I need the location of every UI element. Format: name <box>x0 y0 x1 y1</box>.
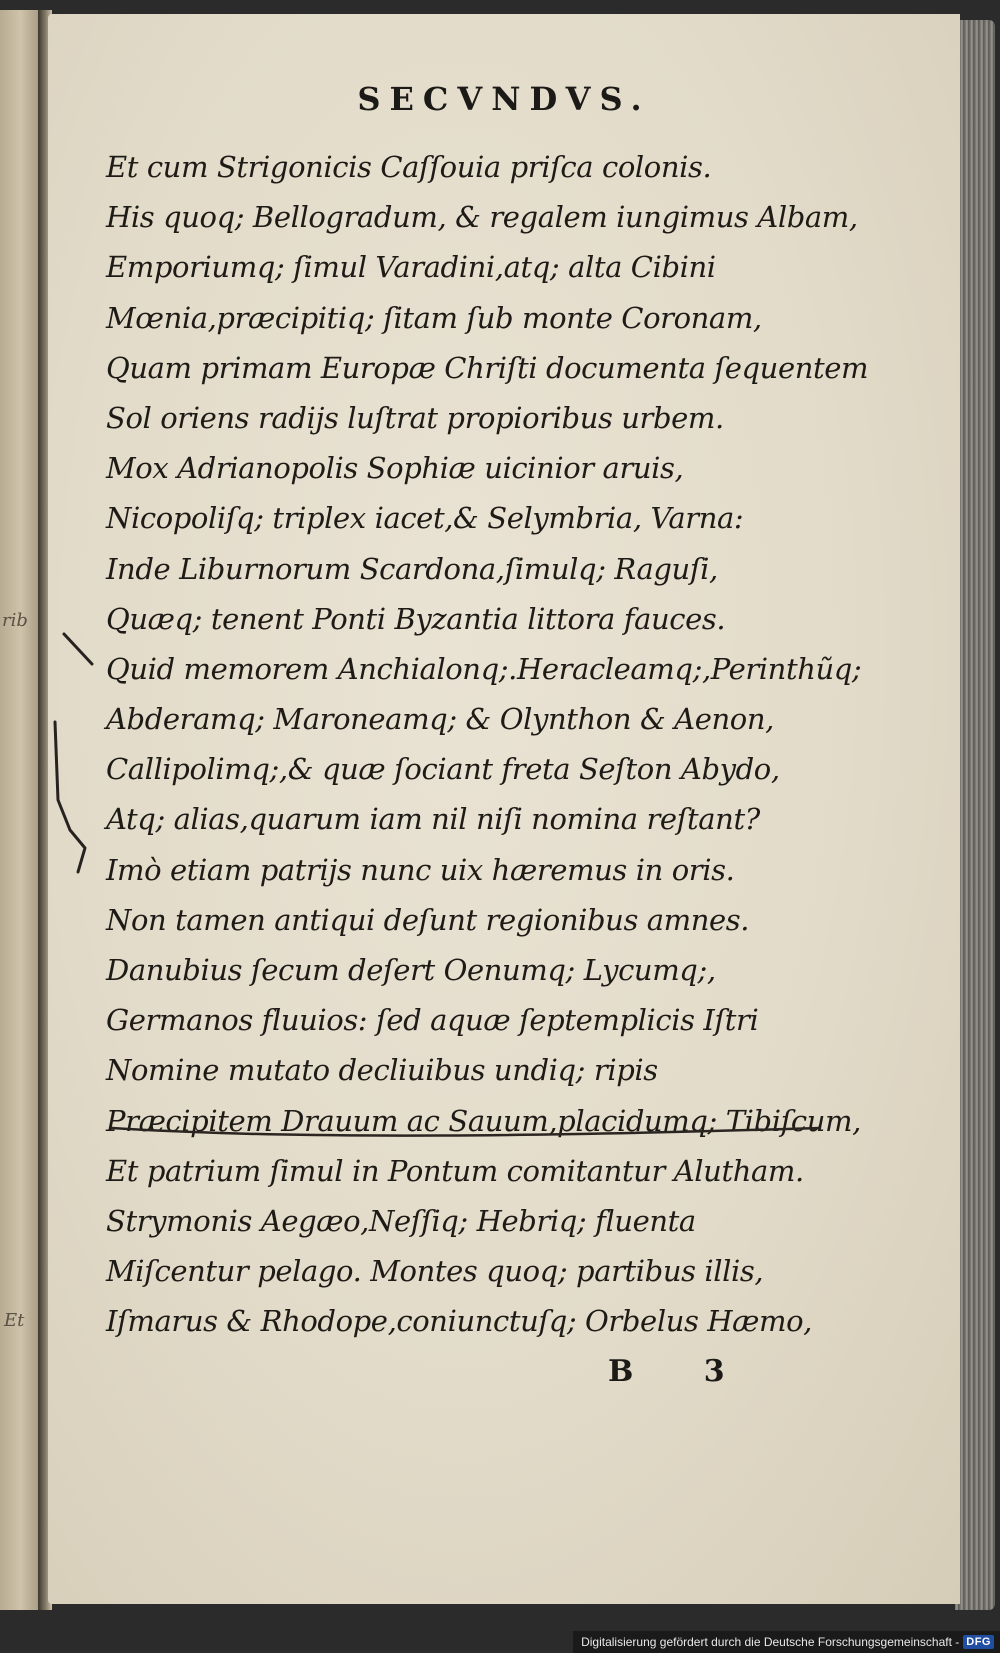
verse-line: Emporiumq; ſimul Varadini,atq; alta Cibini <box>106 250 716 285</box>
verse-line: Imò etiam patrijs nunc uix hæremus in oris. <box>106 852 735 887</box>
verse-line: Quæq; tenent Ponti Byzantia littora fauces. <box>106 601 726 636</box>
dfg-logo: DFG <box>963 1635 994 1649</box>
facing-page-fragment: Et <box>4 1310 25 1331</box>
book-page <box>48 14 960 1604</box>
verse-line: Mox Adrianopolis Sophiæ uicinior aruis, <box>106 451 684 486</box>
verse-line: Quam primam Europæ Chriſti documenta ſequentem <box>106 350 869 385</box>
verse-line: Mœnia,præcipitiq; ſitam ſub monte Coronam, <box>106 300 762 335</box>
verse-line: His quoq; Bellogradum, & regalem iungimus Albam, <box>106 200 858 235</box>
verse-line: Iſmarus & Rhodope,coniunctuſq; Orbelus Hæmo, <box>106 1304 812 1339</box>
verse-line: Non tamen antiqui deſunt regionibus amnes. <box>106 902 750 937</box>
verse-line: Sol oriens radijs luſtrat propioribus urbem. <box>106 400 724 435</box>
footer-credit: Digitalisierung gefördert durch die Deutsche Forschungsgemeinschaft - <box>581 1635 960 1649</box>
verse-line: Et cum Strigonicis Caſſouia priſca colonis. <box>106 150 712 184</box>
verse-line: Abderamq; Maroneamq; & Olynthon & Aenon, <box>106 702 774 737</box>
verse-list <box>106 142 926 1347</box>
verse-line: Quid memorem Anchialonq;.Heracleamq;,Perinthũq; <box>106 651 862 686</box>
verse-line: Præcipitem Drauum ac Sauum,placidumq; Tibiſcum, <box>106 1103 861 1138</box>
verse-line: Nicopoliſq; triplex iacet,& Selymbria, Varna: <box>106 501 744 536</box>
verse-line: Germanos fluuios: ſed aquæ ſeptemplicis Iſtri <box>106 1003 759 1038</box>
facing-page-fragment: rib <box>2 610 28 631</box>
verse-line: Atq; alias,quarum iam nil niſi nomina reſtant? <box>106 802 760 837</box>
verse-line: Callipolimq;,& quæ ſociant freta Seſton Abydo, <box>106 752 780 787</box>
signature-mark: B 3 <box>608 1354 755 1389</box>
digitization-footer <box>573 1631 1000 1653</box>
running-head: SECVNDVS. <box>357 80 651 118</box>
verse-line: Danubius ſecum deſert Oenumq; Lycumq;, <box>106 953 716 987</box>
verse-line: Nomine mutato decliuibus undiq; ripis <box>106 1053 658 1088</box>
page-block-edges <box>955 20 995 1610</box>
verse-line: Inde Liburnorum Scardona,ſimulq; Raguſi, <box>106 551 718 586</box>
verse-line: Strymonis Aegæo,Neſſiq; Hebriq; fluenta <box>106 1203 696 1238</box>
verse-line: Miſcentur pelago. Montes quoq; partibus illis, <box>106 1254 764 1289</box>
verse-line: Et patrium ſimul in Pontum comitantur Alutham. <box>106 1153 804 1188</box>
